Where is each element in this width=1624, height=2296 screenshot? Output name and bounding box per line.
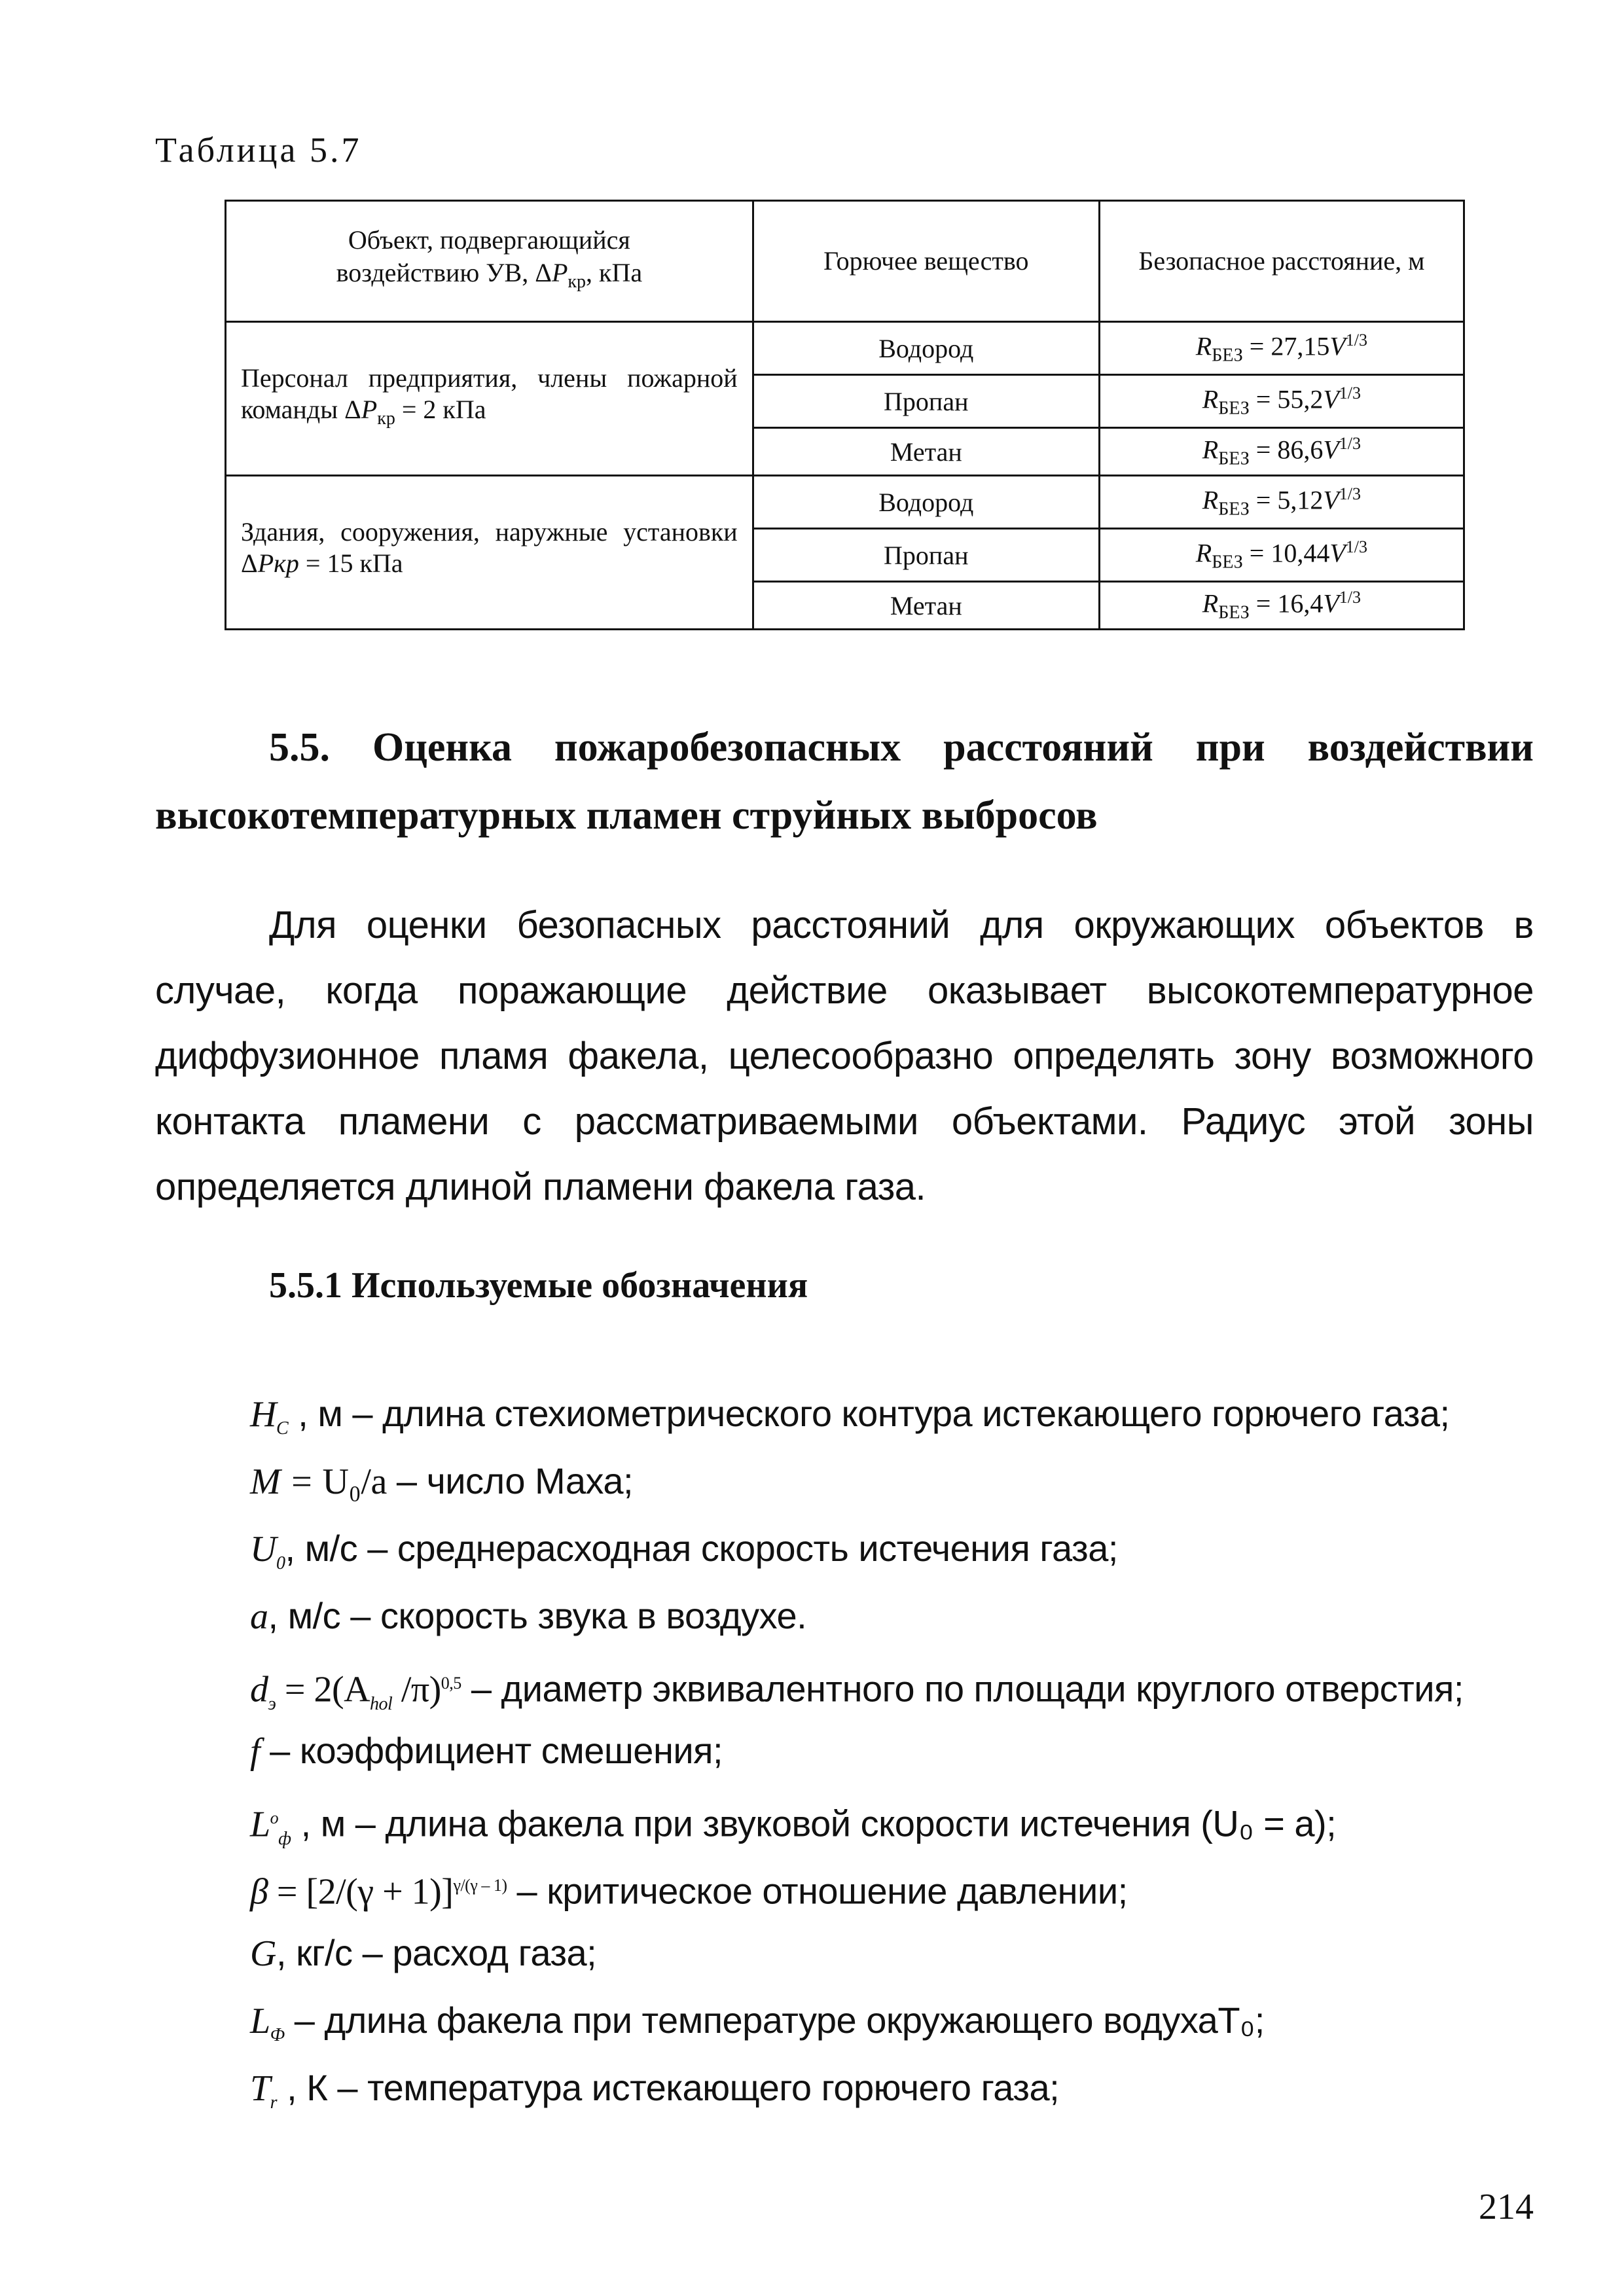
definition-item: $\beta = [2/(\gamma + 1)]^{\gamma/(\gamma - 1)}$ – критическое отношение давлении; [250,1870,1128,1912]
fuel-cell: Пропан [753,529,1099,582]
definition-item: $U_0$, м/с – среднерасходная скорость истечения газа; [250,1528,1118,1574]
section-heading: 5.5. Оценка пожаробезопасных расстояний при воздействии высокотемпературных пламен струйных выбросов [155,725,1534,838]
object-cell: Здания, сооружения, наружные установки ΔPкр = 15 кПа [226,476,753,630]
header-object: Объект, подвергающийся воздействию УВ, $\Delta P_{кр}$, кПа [226,201,753,322]
safe-distance-table [225,200,1465,630]
fuel-cell: Метан [753,428,1099,476]
subsection-heading: 5.5.1 Используемые обозначения [269,1265,808,1306]
fuel-cell: Водород [753,476,1099,529]
distance-cell: $R_{БЕЗ} = 16,4V^{1/3}$ [1099,582,1464,630]
distance-cell: $R_{БЕЗ} = 10,44V^{1/3}$ [1099,529,1464,582]
definition-item: $L_Ф$ – длина факела при температуре окружающего водухаТ₀; [250,2000,1265,2046]
definition-item: G, кг/с – расход газа; [250,1932,597,1974]
definition-item: $H_C$ , м – длина стехиометрического контура истекающего горючего газа; [250,1393,1450,1439]
definition-item: $T_r$ , К – температура истекающего горючего газа; [250,2067,1060,2113]
object-cell: Персонал предприятия, члены пожарной команды $\Delta P_{кр} = 2$ кПа [226,322,753,476]
definition-item: $L^o_ф$ , м – длина факела при звуковой скорости истечения (U₀ = a); [250,1803,1337,1849]
distance-cell: $R_{БЕЗ} = 27,15V^{1/3}$ [1099,322,1464,375]
intro-paragraph: Для оценки безопасных расстояний для окружающих объектов в случае, когда поражающие действие оказывает высокотемпературное диффузионное пламя факела, целесообразно определять зону возможного контакта пламени с рассматриваемыми объектами. Радиус этой зоны определяется длиной пламени факела газа. [155,904,1534,1208]
header-distance: Безопасное расстояние, м [1099,201,1464,322]
page-number: 214 [1479,2187,1534,2227]
definition-item: a, м/с – скорость звука в воздухе. [250,1595,807,1637]
fuel-cell: Пропан [753,375,1099,428]
distance-cell: $R_{БЕЗ} = 5,12V^{1/3}$ [1099,476,1464,529]
definition-item: M = U₀/a – число Маха; [250,1460,634,1502]
distance-cell: $R_{БЕЗ} = 55,2V^{1/3}$ [1099,375,1464,428]
header-fuel: Горючее вещество [753,201,1099,322]
table-row [226,476,1464,529]
table-header-row [226,201,1464,322]
fuel-cell: Метан [753,582,1099,630]
definition-item: $d_э = 2(A_{hol}$ /π)$^{0,5}$ – диаметр эквивалентного по площади круглого отверстия; [250,1668,1464,1714]
definition-item: f – коэффициент смешения; [250,1730,723,1772]
distance-cell: $R_{БЕЗ} = 86,6V^{1/3}$ [1099,428,1464,476]
table-caption: Таблица 5.7 [155,130,362,170]
table-row [226,322,1464,375]
definitions-list [250,1381,1533,2123]
fuel-cell: Водород [753,322,1099,375]
